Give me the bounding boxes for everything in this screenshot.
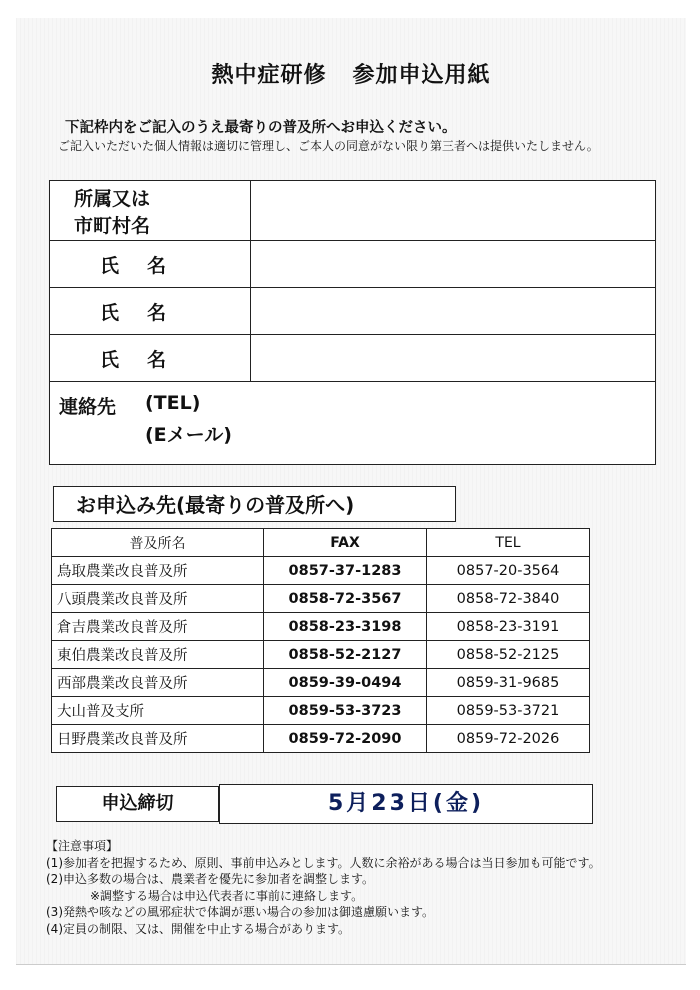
lead-text: 下記枠内をご記入のうえ最寄りの普及所へお申込ください。 [65, 120, 457, 136]
notes-heading: 【注意事項】 [46, 839, 119, 853]
office-name: 八頭農業改良普及所 [52, 585, 264, 613]
contact-email-label: (Eメール) [145, 424, 232, 446]
office-fax: 0859-39-0494 [264, 669, 427, 697]
offices-header-row [52, 529, 590, 557]
office-tel: 0859-72-2026 [427, 725, 590, 753]
note-subitem: ※調整する場合は申込代表者に事前に連絡します。 [90, 888, 364, 903]
note-item: (1)参加者を把握するため、原則、事前申込みとします。人数に余裕がある場合は当日参加も可能です。 [46, 855, 601, 870]
form-row-contact [50, 382, 656, 465]
office-name: 大山普及支所 [52, 697, 264, 725]
office-fax: 0859-72-2090 [264, 725, 427, 753]
table-row [52, 585, 590, 613]
note-item: (3)発熱や咳などの風邪症状で体調が悪い場合の参加は御遠慮願います。 [46, 905, 435, 919]
form-row-name [50, 288, 656, 335]
name-field-1[interactable] [251, 241, 656, 288]
deadline-value: 5月23日(金) [219, 784, 593, 824]
contact-label: 連絡先 [59, 396, 117, 418]
office-fax: 0858-72-3567 [264, 585, 427, 613]
office-tel: 0858-52-2125 [427, 641, 590, 669]
notes-section [46, 838, 601, 937]
table-row [52, 613, 590, 641]
office-fax: 0858-52-2127 [264, 641, 427, 669]
name-label: 氏 名 [50, 335, 251, 382]
page-title [16, 58, 686, 89]
table-row [52, 641, 590, 669]
office-name: 西部農業改良普及所 [52, 669, 264, 697]
header-fax: FAX [264, 529, 427, 557]
page [16, 18, 686, 965]
header-tel: TEL [427, 529, 590, 557]
office-fax: 0859-53-3723 [264, 697, 427, 725]
note-item: (2)申込多数の場合は、農業者を優先に参加者を調整します。 [46, 872, 375, 886]
office-tel: 0858-72-3840 [427, 585, 590, 613]
note-item: (4)定員の制限、又は、開催を中止する場合があります。 [46, 921, 351, 936]
office-tel: 0857-20-3564 [427, 557, 590, 585]
office-fax: 0858-23-3198 [264, 613, 427, 641]
application-form [49, 180, 656, 465]
contact-field[interactable] [50, 382, 656, 465]
name-label: 氏 名 [50, 288, 251, 335]
table-row [52, 669, 590, 697]
title-sub: 参加申込用紙 [352, 63, 491, 88]
header-office-name: 普及所名 [52, 529, 264, 557]
offices-table [51, 528, 590, 753]
table-row [52, 725, 590, 753]
contact-tel-label: (TEL) [145, 392, 201, 414]
affiliation-label: 所属又は 市町村名 [50, 181, 251, 241]
office-tel: 0859-53-3721 [427, 697, 590, 725]
name-field-2[interactable] [251, 288, 656, 335]
name-field-3[interactable] [251, 335, 656, 382]
office-tel: 0858-23-3191 [427, 613, 590, 641]
table-row [52, 557, 590, 585]
office-fax: 0857-37-1283 [264, 557, 427, 585]
name-label: 氏 名 [50, 241, 251, 288]
privacy-note: ご記入いただいた個人情報は適切に管理し、ご本人の同意がない限り第三者へは提供いたしません。 [58, 139, 599, 153]
affiliation-field[interactable] [251, 181, 656, 241]
office-name: 鳥取農業改良普及所 [52, 557, 264, 585]
table-row [52, 697, 590, 725]
office-name: 日野農業改良普及所 [52, 725, 264, 753]
form-row-affiliation [50, 181, 656, 241]
office-name: 倉吉農業改良普及所 [52, 613, 264, 641]
form-row-name [50, 335, 656, 382]
office-tel: 0859-31-9685 [427, 669, 590, 697]
deadline-label: 申込締切 [56, 786, 219, 822]
title-main: 熱中症研修 [211, 63, 327, 88]
destination-header: お申込み先(最寄りの普及所へ) [53, 486, 456, 522]
form-row-name [50, 241, 656, 288]
office-name: 東伯農業改良普及所 [52, 641, 264, 669]
